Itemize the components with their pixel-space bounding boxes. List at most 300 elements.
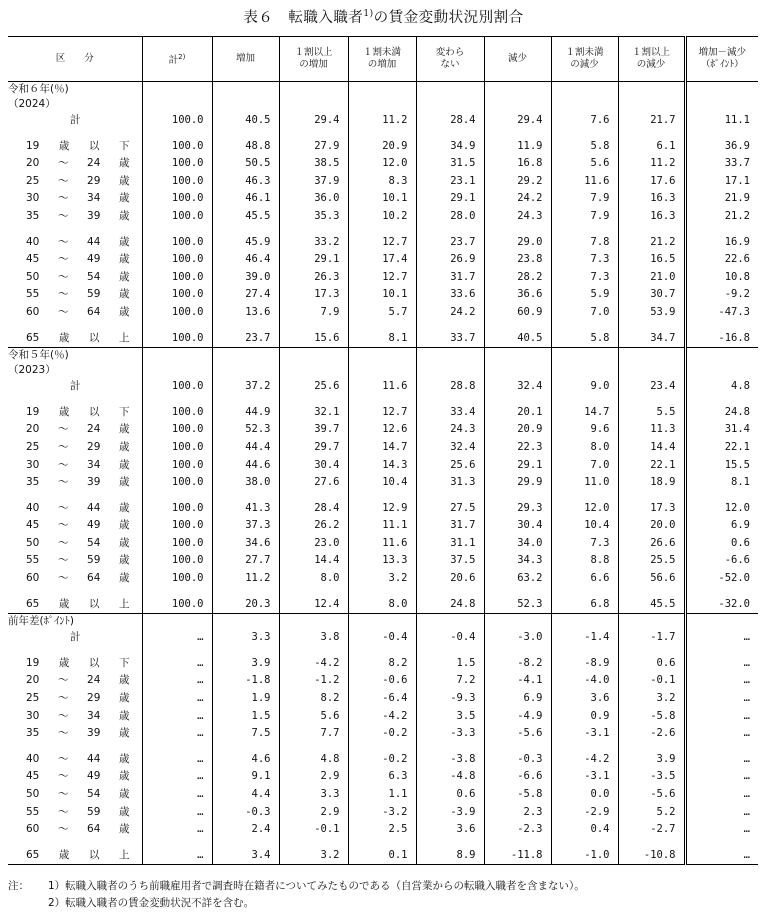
cell-increase: 45.5	[212, 208, 279, 226]
cell-decrease: 11.9	[484, 138, 551, 156]
cell-total: …	[142, 768, 212, 786]
cell-total: 100.0	[142, 421, 212, 439]
cell-total: 100.0	[142, 208, 212, 226]
row-label	[8, 786, 142, 804]
cell-unchanged: 25.6	[416, 457, 484, 475]
cell-inc-under10: 12.7	[348, 269, 416, 287]
cell-inc-10plus: 32.1	[279, 404, 348, 422]
cell-dec-10plus: 14.4	[618, 439, 685, 457]
cell-unchanged: 33.7	[416, 330, 484, 348]
cell-inc-10plus: 28.4	[279, 500, 348, 518]
header-inc-10plus: １割以上 の増加	[279, 37, 348, 82]
cell-total: 100.0	[142, 517, 212, 535]
cell-diff: …	[685, 725, 758, 743]
cell-inc-10plus: 26.2	[279, 517, 348, 535]
cell-total: 100.0	[142, 439, 212, 457]
row-label	[8, 570, 142, 588]
gap-row	[8, 743, 758, 751]
cell-dec-10plus: 34.7	[618, 330, 685, 348]
cell-dec-10plus: 5.5	[618, 404, 685, 422]
cell-unchanged: 26.9	[416, 251, 484, 269]
cell-decrease: 2.3	[484, 804, 551, 822]
cell-total: …	[142, 655, 212, 673]
cell-dec-10plus: 17.3	[618, 500, 685, 518]
cell-decrease: 29.1	[484, 457, 551, 475]
cell-inc-under10: -0.2	[348, 725, 416, 743]
cell-inc-under10: -6.4	[348, 690, 416, 708]
age-label: 20 ～ 24 歳	[26, 674, 130, 687]
section-year-row	[8, 97, 758, 112]
cell-inc-10plus: 8.2	[279, 690, 348, 708]
table-body	[8, 82, 758, 865]
row-label	[8, 690, 142, 708]
cell-inc-10plus: 14.4	[279, 552, 348, 570]
row-label	[8, 173, 142, 191]
cell-diff: …	[685, 804, 758, 822]
cell-inc-10plus: 3.3	[279, 786, 348, 804]
header-inc-under10: １割未満 の増加	[348, 37, 416, 82]
cell-dec-10plus: 18.9	[618, 474, 685, 492]
cell-increase: 48.8	[212, 138, 279, 156]
cell-diff: …	[685, 708, 758, 726]
row-label	[8, 208, 142, 226]
table-row	[8, 173, 758, 191]
cell-dec-10plus: -10.8	[618, 847, 685, 865]
cell-decrease: -8.2	[484, 655, 551, 673]
cell-diff: 21.2	[685, 208, 758, 226]
age-label: 55 ～ 59 歳	[26, 554, 130, 567]
cell-diff: …	[685, 655, 758, 673]
cell-decrease: 29.4	[484, 112, 551, 130]
cell-inc-10plus: 26.3	[279, 269, 348, 287]
cell-decrease: 36.6	[484, 286, 551, 304]
cell-diff: -52.0	[685, 570, 758, 588]
footnote-2: 2）転職入職者の賃金変動状況不詳を含む。	[48, 897, 255, 909]
cell-total: …	[142, 629, 212, 647]
cell-unchanged: 23.7	[416, 234, 484, 252]
row-label	[8, 304, 142, 322]
cell-dec-under10: 0.4	[551, 821, 618, 839]
cell-inc-under10: 17.4	[348, 251, 416, 269]
cell-inc-10plus: 12.4	[279, 596, 348, 614]
header-total: 計$^{2)}$	[142, 37, 212, 82]
age-label: 20 ～ 24 歳	[26, 423, 130, 436]
cell-diff: 33.7	[685, 155, 758, 173]
cell-inc-under10: 12.7	[348, 234, 416, 252]
cell-dec-10plus: 25.5	[618, 552, 685, 570]
cell-dec-under10: 5.6	[551, 155, 618, 173]
cell-increase: 44.4	[212, 439, 279, 457]
cell-dec-under10: 7.9	[551, 190, 618, 208]
row-label	[8, 535, 142, 553]
cell-increase: 41.3	[212, 500, 279, 518]
table-row	[8, 269, 758, 287]
gap-row	[8, 226, 758, 234]
cell-increase: 37.3	[212, 517, 279, 535]
cell-diff: 10.8	[685, 269, 758, 287]
cell-inc-10plus: -4.2	[279, 655, 348, 673]
header-decrease: 減少	[484, 37, 551, 82]
cell-total: …	[142, 821, 212, 839]
cell-inc-10plus: 3.8	[279, 629, 348, 647]
cell-total: 100.0	[142, 304, 212, 322]
cell-total: …	[142, 708, 212, 726]
age-label: 60 ～ 64 歳	[26, 823, 130, 836]
table-row	[8, 190, 758, 208]
cell-dec-under10: -8.9	[551, 655, 618, 673]
table-row	[8, 570, 758, 588]
cell-inc-under10: 8.0	[348, 596, 416, 614]
cell-total: …	[142, 690, 212, 708]
cell-inc-under10: 10.2	[348, 208, 416, 226]
cell-dec-under10: 3.6	[551, 690, 618, 708]
cell-inc-under10: 20.9	[348, 138, 416, 156]
cell-unchanged: 31.7	[416, 517, 484, 535]
cell-unchanged: 23.1	[416, 173, 484, 191]
cell-inc-under10: 11.1	[348, 517, 416, 535]
cell-decrease: 60.9	[484, 304, 551, 322]
cell-decrease: -5.6	[484, 725, 551, 743]
section-header-row	[8, 348, 758, 364]
cell-total: 100.0	[142, 535, 212, 553]
row-label	[8, 155, 142, 173]
cell-diff: …	[685, 768, 758, 786]
cell-dec-10plus: 26.6	[618, 535, 685, 553]
section-name: 令和５年(％)	[8, 349, 69, 362]
table-row	[8, 725, 758, 743]
table-row	[8, 251, 758, 269]
table-row	[8, 457, 758, 475]
cell-decrease: 24.3	[484, 208, 551, 226]
cell-increase: 4.4	[212, 786, 279, 804]
age-label: 40 ～ 44 歳	[26, 235, 130, 248]
row-label	[8, 804, 142, 822]
cell-inc-10plus: 29.7	[279, 439, 348, 457]
cell-diff: …	[685, 690, 758, 708]
total-label: 計	[70, 631, 81, 644]
cell-total: 100.0	[142, 234, 212, 252]
cell-inc-under10: 12.9	[348, 500, 416, 518]
cell-decrease: 23.8	[484, 251, 551, 269]
row-label	[8, 421, 142, 439]
cell-dec-10plus: -2.6	[618, 725, 685, 743]
row-label	[8, 474, 142, 492]
cell-dec-under10: -4.0	[551, 672, 618, 690]
cell-decrease: 29.2	[484, 173, 551, 191]
cell-total: 100.0	[142, 404, 212, 422]
cell-unchanged: 37.5	[416, 552, 484, 570]
cell-dec-under10: 5.8	[551, 330, 618, 348]
cell-unchanged: 28.0	[416, 208, 484, 226]
row-label	[8, 552, 142, 570]
cell-inc-under10: 14.3	[348, 457, 416, 475]
header-dec-10plus: １割以上 の減少	[618, 37, 685, 82]
cell-inc-10plus: 15.6	[279, 330, 348, 348]
cell-total: …	[142, 725, 212, 743]
table-row	[8, 208, 758, 226]
cell-inc-under10: 11.2	[348, 112, 416, 130]
cell-inc-10plus: 2.9	[279, 804, 348, 822]
cell-inc-under10: -0.2	[348, 751, 416, 769]
row-label	[8, 768, 142, 786]
cell-dec-under10: -3.1	[551, 725, 618, 743]
cell-inc-10plus: 35.3	[279, 208, 348, 226]
row-label	[8, 500, 142, 518]
cell-total: 100.0	[142, 552, 212, 570]
age-label: 50 ～ 54 歳	[26, 536, 130, 549]
age-label: 65 歳 以 上	[26, 331, 130, 344]
cell-dec-under10: 9.6	[551, 421, 618, 439]
cell-unchanged: 24.3	[416, 421, 484, 439]
cell-increase: 38.0	[212, 474, 279, 492]
cell-diff: 17.1	[685, 173, 758, 191]
gap-row	[8, 647, 758, 655]
cell-increase: 40.5	[212, 112, 279, 130]
cell-diff: 11.1	[685, 112, 758, 130]
cell-inc-10plus: 33.2	[279, 234, 348, 252]
cell-unchanged: 33.6	[416, 286, 484, 304]
cell-dec-10plus: 56.6	[618, 570, 685, 588]
cell-decrease: 6.9	[484, 690, 551, 708]
cell-dec-under10: 8.0	[551, 439, 618, 457]
cell-dec-under10: 11.6	[551, 173, 618, 191]
table-row	[8, 404, 758, 422]
cell-increase: 52.3	[212, 421, 279, 439]
cell-unchanged: 24.2	[416, 304, 484, 322]
cell-dec-under10: 8.8	[551, 552, 618, 570]
table-row	[8, 286, 758, 304]
cell-total: 100.0	[142, 500, 212, 518]
cell-decrease: -0.3	[484, 751, 551, 769]
cell-dec-under10: 9.0	[551, 378, 618, 396]
cell-unchanged: 28.4	[416, 112, 484, 130]
cell-inc-10plus: 5.6	[279, 708, 348, 726]
cell-unchanged: -0.4	[416, 629, 484, 647]
section-year: （2024）	[8, 98, 56, 110]
cell-decrease: 34.3	[484, 552, 551, 570]
cell-total: 100.0	[142, 269, 212, 287]
cell-increase: 27.7	[212, 552, 279, 570]
cell-dec-10plus: 53.9	[618, 304, 685, 322]
cell-dec-under10: 7.0	[551, 304, 618, 322]
cell-inc-10plus: 7.9	[279, 304, 348, 322]
cell-diff: 24.8	[685, 404, 758, 422]
cell-unchanged: -3.8	[416, 751, 484, 769]
age-label: 30 ～ 34 歳	[26, 458, 130, 471]
cell-diff: …	[685, 629, 758, 647]
cell-dec-under10: 5.9	[551, 286, 618, 304]
cell-unchanged: 31.5	[416, 155, 484, 173]
gap-row	[8, 492, 758, 500]
cell-diff: 15.5	[685, 457, 758, 475]
age-label: 25 ～ 29 歳	[26, 440, 130, 453]
cell-decrease: 29.0	[484, 234, 551, 252]
table-row	[8, 751, 758, 769]
cell-unchanged: 3.5	[416, 708, 484, 726]
table-row	[8, 629, 758, 647]
cell-increase: -0.3	[212, 804, 279, 822]
age-label: 45 ～ 49 歳	[26, 253, 130, 266]
row-label	[8, 439, 142, 457]
cell-increase: 7.5	[212, 725, 279, 743]
table-row	[8, 596, 758, 614]
cell-total: …	[142, 786, 212, 804]
cell-inc-under10: -0.4	[348, 629, 416, 647]
footnotes	[8, 878, 585, 912]
cell-inc-under10: 5.7	[348, 304, 416, 322]
cell-dec-under10: 14.7	[551, 404, 618, 422]
cell-inc-10plus: 7.7	[279, 725, 348, 743]
cell-inc-10plus: 27.9	[279, 138, 348, 156]
cell-unchanged: 33.4	[416, 404, 484, 422]
cell-inc-under10: 11.6	[348, 535, 416, 553]
cell-increase: 3.3	[212, 629, 279, 647]
cell-increase: 20.3	[212, 596, 279, 614]
age-label: 35 ～ 39 歳	[26, 727, 130, 740]
cell-inc-under10: 3.2	[348, 570, 416, 588]
cell-dec-under10: -1.0	[551, 847, 618, 865]
table-row	[8, 552, 758, 570]
cell-total: …	[142, 847, 212, 865]
cell-diff: 36.9	[685, 138, 758, 156]
row-label	[8, 517, 142, 535]
table-row	[8, 234, 758, 252]
section-header-row	[8, 82, 758, 98]
cell-dec-10plus: 17.6	[618, 173, 685, 191]
section-year-row	[8, 363, 758, 378]
cell-inc-under10: 8.1	[348, 330, 416, 348]
row-label	[8, 404, 142, 422]
cell-inc-under10: 12.0	[348, 155, 416, 173]
cell-diff: …	[685, 672, 758, 690]
cell-total: 100.0	[142, 596, 212, 614]
cell-dec-10plus: 16.3	[618, 190, 685, 208]
cell-inc-10plus: 36.0	[279, 190, 348, 208]
cell-unchanged: 24.8	[416, 596, 484, 614]
age-label: 45 ～ 49 歳	[26, 770, 130, 783]
table-row	[8, 786, 758, 804]
age-label: 55 ～ 59 歳	[26, 805, 130, 818]
cell-unchanged: 31.3	[416, 474, 484, 492]
table-row	[8, 474, 758, 492]
age-label: 25 ～ 29 歳	[26, 692, 130, 705]
cell-unchanged: 1.5	[416, 655, 484, 673]
table-title: 表６ 転職入職者$^{1)}$の賃金変動状況別割合	[243, 9, 524, 26]
cell-inc-10plus: 3.2	[279, 847, 348, 865]
cell-dec-under10: 7.3	[551, 535, 618, 553]
cell-dec-10plus: 22.1	[618, 457, 685, 475]
cell-inc-under10: 11.6	[348, 378, 416, 396]
cell-diff: -32.0	[685, 596, 758, 614]
cell-inc-under10: 12.6	[348, 421, 416, 439]
cell-dec-under10: 12.0	[551, 500, 618, 518]
cell-increase: 39.0	[212, 269, 279, 287]
row-label	[8, 286, 142, 304]
cell-unchanged: 3.6	[416, 821, 484, 839]
cell-dec-10plus: 23.4	[618, 378, 685, 396]
cell-increase: 46.4	[212, 251, 279, 269]
cell-diff: 21.9	[685, 190, 758, 208]
cell-unchanged: -3.3	[416, 725, 484, 743]
cell-unchanged: -3.9	[416, 804, 484, 822]
cell-decrease: 32.4	[484, 378, 551, 396]
cell-inc-10plus: 25.6	[279, 378, 348, 396]
cell-unchanged: 20.6	[416, 570, 484, 588]
cell-increase: -1.8	[212, 672, 279, 690]
header-dec-under10: １割未満 の減少	[551, 37, 618, 82]
cell-dec-10plus: -1.7	[618, 629, 685, 647]
cell-dec-under10: 7.0	[551, 457, 618, 475]
age-label: 35 ～ 39 歳	[26, 476, 130, 489]
cell-decrease: 28.2	[484, 269, 551, 287]
row-label	[8, 190, 142, 208]
age-label: 20 ～ 24 歳	[26, 157, 130, 170]
section-name: 令和６年(％)	[8, 83, 69, 95]
cell-increase: 3.4	[212, 847, 279, 865]
cell-diff: -9.2	[685, 286, 758, 304]
cell-inc-under10: 2.5	[348, 821, 416, 839]
cell-inc-under10: -0.6	[348, 672, 416, 690]
cell-unchanged: 31.7	[416, 269, 484, 287]
cell-increase: 44.9	[212, 404, 279, 422]
cell-total: 100.0	[142, 173, 212, 191]
cell-dec-under10: 0.0	[551, 786, 618, 804]
row-label	[8, 112, 142, 130]
cell-total: …	[142, 751, 212, 769]
row-label	[8, 708, 142, 726]
cell-diff: …	[685, 786, 758, 804]
header-category: 区 分	[8, 37, 142, 82]
table-row	[8, 304, 758, 322]
cell-decrease: -5.8	[484, 786, 551, 804]
table-row	[8, 500, 758, 518]
cell-increase: 34.6	[212, 535, 279, 553]
cell-unchanged: 8.9	[416, 847, 484, 865]
cell-inc-under10: 1.1	[348, 786, 416, 804]
row-label	[8, 234, 142, 252]
cell-diff: 0.6	[685, 535, 758, 553]
header-unchanged: 変わら ない	[416, 37, 484, 82]
header-diff: 増加－減少 （ﾎﾟｲﾝﾄ）	[685, 37, 758, 82]
cell-decrease: -4.1	[484, 672, 551, 690]
cell-decrease: 29.9	[484, 474, 551, 492]
wage-change-table	[8, 36, 758, 865]
age-label: 19 歳 以 下	[26, 139, 130, 152]
cell-increase: 13.6	[212, 304, 279, 322]
row-label	[8, 596, 142, 614]
cell-unchanged: 7.2	[416, 672, 484, 690]
age-label: 60 ～ 64 歳	[26, 572, 130, 585]
cell-inc-under10: 13.3	[348, 552, 416, 570]
cell-decrease: -2.3	[484, 821, 551, 839]
cell-dec-under10: 10.4	[551, 517, 618, 535]
cell-dec-10plus: 6.1	[618, 138, 685, 156]
cell-dec-under10: -2.9	[551, 804, 618, 822]
cell-decrease: -4.9	[484, 708, 551, 726]
cell-increase: 44.6	[212, 457, 279, 475]
row-label	[8, 629, 142, 647]
table-row	[8, 421, 758, 439]
cell-diff: 4.8	[685, 378, 758, 396]
cell-inc-under10: 0.1	[348, 847, 416, 865]
cell-increase: 45.9	[212, 234, 279, 252]
cell-dec-10plus: 45.5	[618, 596, 685, 614]
table-row	[8, 672, 758, 690]
cell-dec-10plus: -3.5	[618, 768, 685, 786]
cell-dec-10plus: 16.3	[618, 208, 685, 226]
cell-decrease: -11.8	[484, 847, 551, 865]
gap-row	[8, 322, 758, 330]
